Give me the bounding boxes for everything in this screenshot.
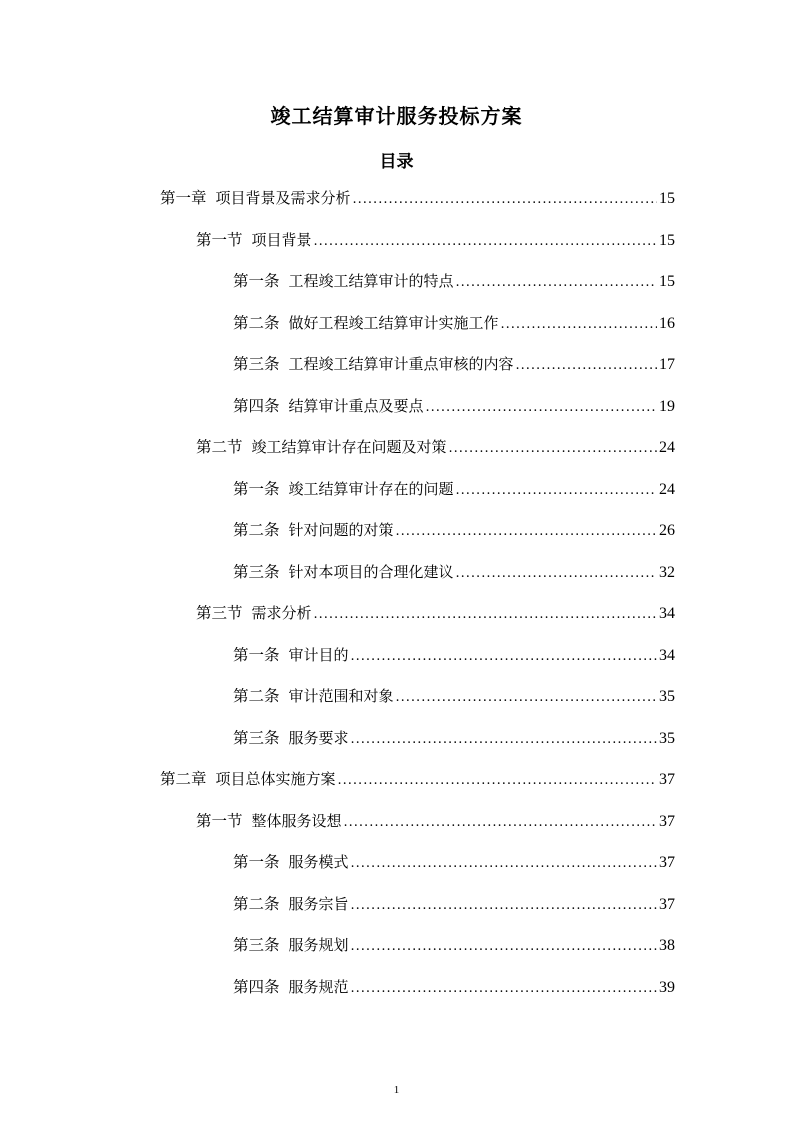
toc-entry-title: 项目背景及需求分析 [215, 189, 351, 207]
toc-entry-title: 项目背景 [251, 230, 312, 249]
toc-entry[interactable] [196, 436, 675, 458]
toc-entry-number: 第二条 [233, 687, 280, 705]
toc-dot-leader [351, 895, 657, 917]
toc-dot-leader [449, 438, 657, 460]
toc-entry-title: 针对本项目的合理化建议 [288, 562, 454, 581]
toc-entry-number: 第二节 [196, 438, 243, 456]
toc-entry[interactable] [233, 644, 675, 666]
toc-dot-leader [456, 563, 657, 585]
toc-entry[interactable] [233, 395, 675, 417]
toc-entry-page: 35 [659, 688, 675, 705]
toc-entry-page: 34 [659, 605, 675, 622]
toc-entry-number: 第四条 [233, 396, 280, 415]
toc-entry-title: 结算审计重点及要点 [288, 396, 424, 415]
toc-entry-page: 37 [659, 895, 675, 913]
toc-entry-title: 工程竣工结算审计重点审核的内容 [288, 355, 514, 373]
toc-entry[interactable] [160, 768, 675, 790]
toc-entry[interactable] [233, 727, 675, 749]
toc-entry-title: 服务规划 [288, 936, 349, 954]
toc-dot-leader [351, 729, 657, 751]
toc-entry-number: 第一条 [233, 645, 280, 664]
toc-entry[interactable] [233, 270, 675, 292]
toc-dot-leader [338, 770, 657, 792]
toc-entry-page: 19 [659, 397, 675, 415]
toc-entry-page: 24 [659, 480, 675, 498]
toc-entry-title: 竣工结算审计存在问题及对策 [251, 438, 447, 456]
toc-entry-page: 35 [659, 729, 675, 747]
toc-entry-title: 工程竣工结算审计的特点 [288, 272, 454, 290]
toc-entry-title: 做好工程竣工结算审计实施工作 [288, 313, 499, 332]
toc-entry[interactable] [233, 478, 675, 500]
toc-entry-number: 第一节 [196, 811, 243, 830]
toc-dot-leader [456, 272, 657, 294]
toc-entry[interactable] [233, 312, 675, 334]
toc-dot-leader [426, 397, 657, 419]
toc-dot-leader [344, 812, 657, 834]
toc-dot-leader [351, 853, 657, 875]
toc-entry[interactable] [196, 602, 675, 624]
toc-entry[interactable] [233, 893, 675, 915]
toc-entry-number: 第一条 [233, 479, 280, 498]
toc-dot-leader [501, 314, 657, 336]
toc-entry-title: 需求分析 [251, 604, 312, 622]
toc-entry-title: 服务规范 [288, 977, 349, 996]
toc-entry-number: 第三条 [233, 562, 280, 581]
toc-entry-number: 第三条 [233, 936, 280, 954]
toc-dot-leader [314, 604, 657, 626]
toc-entry-number: 第三节 [196, 604, 243, 622]
toc-entry-number: 第一条 [233, 272, 280, 290]
toc-dot-leader [314, 231, 657, 253]
toc-entry-title: 项目总体实施方案 [215, 770, 336, 788]
toc-entry[interactable] [233, 934, 675, 956]
toc-entry-page: 34 [659, 646, 675, 664]
toc-entry-number: 第一章 [160, 189, 207, 207]
toc-entry-number: 第一节 [196, 230, 243, 249]
toc-entry-page: 37 [659, 854, 675, 871]
toc-entry[interactable] [196, 229, 675, 251]
toc-entry-number: 第四条 [233, 977, 280, 996]
toc-entry-page: 15 [659, 231, 675, 249]
toc-dot-leader [351, 936, 657, 958]
toc-dot-leader [396, 521, 657, 543]
toc-entry-number: 第三条 [233, 728, 280, 747]
toc-entry-title: 审计目的 [288, 645, 349, 664]
toc-entry[interactable] [233, 976, 675, 998]
toc-dot-leader [353, 189, 657, 211]
toc-entry-title: 竣工结算审计存在的问题 [288, 479, 454, 498]
toc-entry-title: 针对问题的对策 [288, 521, 394, 539]
toc-entry-title: 整体服务设想 [251, 811, 342, 830]
toc-dot-leader [351, 646, 657, 668]
toc-entry-title: 审计范围和对象 [288, 687, 394, 705]
toc-entry-page: 17 [659, 356, 675, 373]
toc-dot-leader [516, 355, 657, 377]
toc-entry-number: 第二条 [233, 894, 280, 913]
toc-entry-number: 第二条 [233, 521, 280, 539]
toc-entry-page: 37 [659, 812, 675, 830]
toc-entry-page: 26 [659, 522, 675, 539]
toc-entry-page: 24 [659, 439, 675, 456]
toc-entry[interactable] [196, 810, 675, 832]
toc-entry[interactable] [233, 353, 675, 375]
toc-entry-page: 37 [659, 771, 675, 788]
page-number: 1 [393, 1084, 400, 1096]
toc-entry[interactable] [160, 187, 675, 209]
toc-entry[interactable] [233, 519, 675, 541]
toc-entry-page: 32 [659, 563, 675, 581]
toc-dot-leader [456, 480, 657, 502]
toc-entry-title: 服务要求 [288, 728, 349, 747]
toc-dot-leader [351, 978, 657, 1000]
toc-heading: 目录 [379, 152, 414, 172]
toc-entry-page: 15 [659, 190, 675, 207]
toc-entry-page: 38 [659, 937, 675, 954]
toc-entry[interactable] [233, 685, 675, 707]
toc-entry-title: 服务宗旨 [288, 894, 349, 913]
toc-entry-page: 15 [659, 273, 675, 290]
toc-entry-number: 第二章 [160, 770, 207, 788]
toc-entry[interactable] [233, 851, 675, 873]
toc-entry[interactable] [233, 561, 675, 583]
toc-dot-leader [396, 687, 657, 709]
toc-entry-number: 第二条 [233, 313, 280, 332]
toc-entry-number: 第一条 [233, 853, 280, 871]
document-title: 竣工结算审计服务投标方案 [270, 104, 523, 128]
toc-entry-page: 39 [659, 978, 675, 996]
toc-entry-title: 服务模式 [288, 853, 349, 871]
toc-entry-page: 16 [659, 314, 675, 332]
toc-entry-number: 第三条 [233, 355, 280, 373]
